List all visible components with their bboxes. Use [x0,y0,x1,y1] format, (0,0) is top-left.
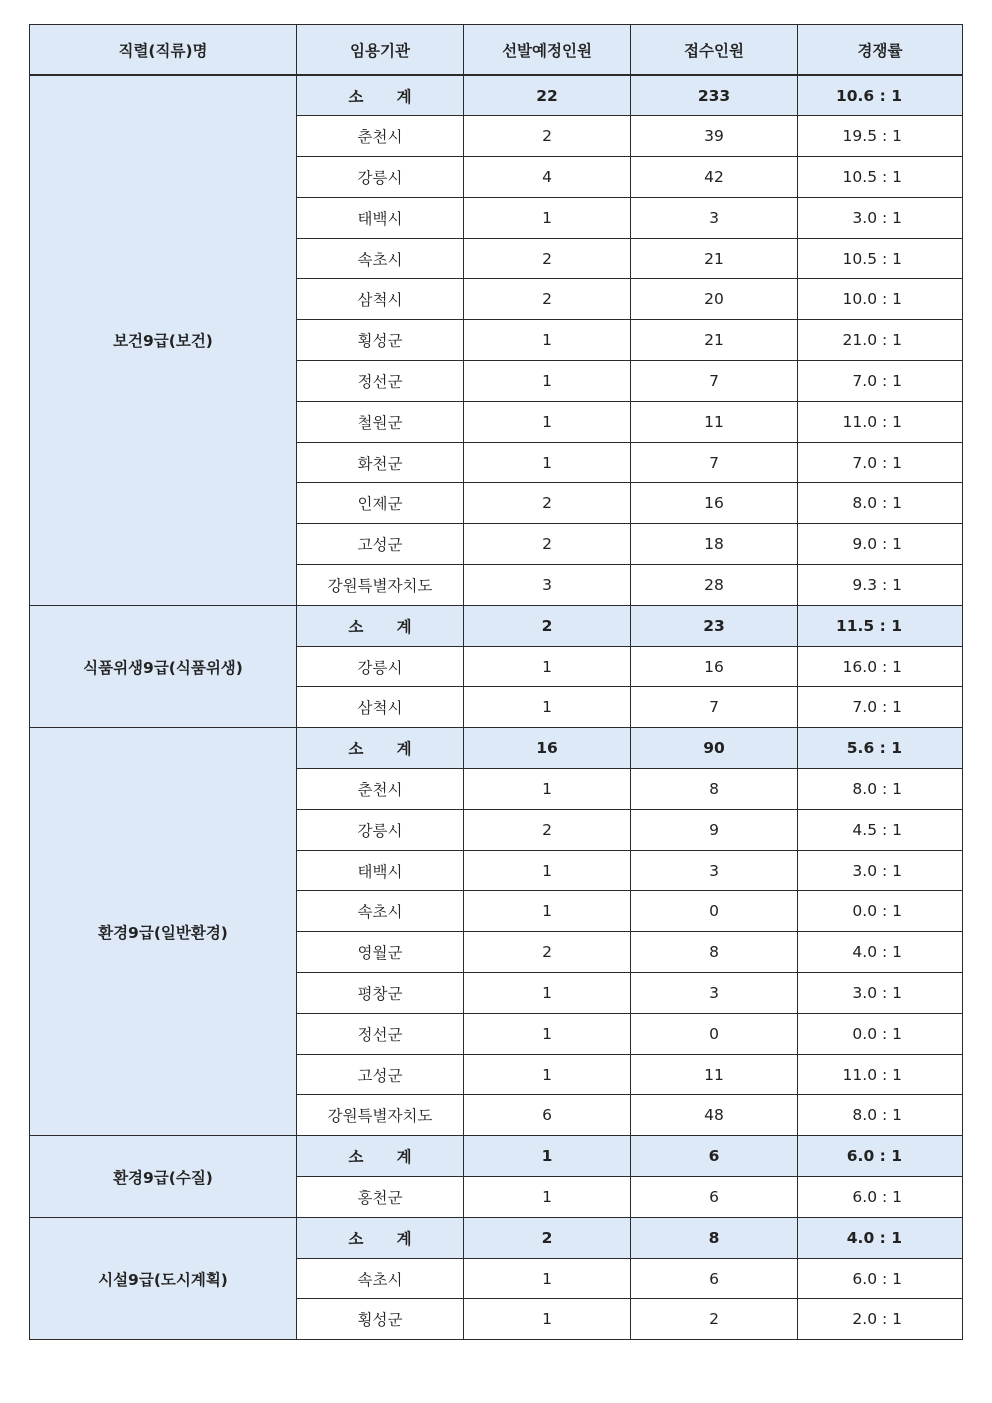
subtotal-applied: 8 [631,1217,798,1258]
ratio-cell: 6.0 : 1 [798,1258,963,1299]
ratio-cell: 8.0 : 1 [798,769,963,810]
ratio-cell: 3.0 : 1 [798,850,963,891]
subtotal-label-text: 소 계 [348,1229,426,1248]
ratio-cell: 7.0 : 1 [798,442,963,483]
ratio-cell: 3.0 : 1 [798,197,963,238]
applied-cell: 2 [631,1299,798,1340]
ratio-cell: 8.0 : 1 [798,1095,963,1136]
group-name: 환경9급(수질) [30,1136,297,1218]
applied-cell: 9 [631,809,798,850]
subtotal-planned: 2 [464,1217,631,1258]
header-planned: 선발예정인원 [464,25,631,76]
ratio-cell: 6.0 : 1 [798,1177,963,1218]
subtotal-ratio: 6.0 : 1 [798,1136,963,1177]
subtotal-planned: 16 [464,728,631,769]
ratio-cell: 11.0 : 1 [798,401,963,442]
subtotal-applied: 23 [631,605,798,646]
planned-cell: 3 [464,565,631,606]
applied-cell: 16 [631,646,798,687]
recruitment-competition-table [29,24,963,1340]
agency-cell: 춘천시 [297,769,464,810]
applied-cell: 7 [631,687,798,728]
planned-cell: 1 [464,891,631,932]
subtotal-applied: 90 [631,728,798,769]
applied-cell: 21 [631,238,798,279]
applied-cell: 7 [631,442,798,483]
applied-cell: 42 [631,157,798,198]
agency-cell: 철원군 [297,401,464,442]
ratio-cell: 0.0 : 1 [798,1013,963,1054]
agency-cell: 삼척시 [297,279,464,320]
planned-cell: 2 [464,483,631,524]
agency-cell: 강릉시 [297,157,464,198]
subtotal-applied: 233 [631,75,798,116]
planned-cell: 1 [464,401,631,442]
subtotal-label-text: 소 계 [348,87,426,106]
planned-cell: 1 [464,197,631,238]
subtotal-ratio: 11.5 : 1 [798,605,963,646]
ratio-cell: 7.0 : 1 [798,687,963,728]
agency-cell: 평창군 [297,973,464,1014]
planned-cell: 2 [464,524,631,565]
ratio-cell: 10.5 : 1 [798,238,963,279]
header-rank: 직렬(직류)명 [30,25,297,76]
subtotal-ratio: 5.6 : 1 [798,728,963,769]
subtotal-planned: 2 [464,605,631,646]
header-ratio: 경쟁률 [798,25,963,76]
planned-cell: 1 [464,769,631,810]
planned-cell: 1 [464,320,631,361]
subtotal-label-text: 소 계 [348,617,426,636]
header-agency: 임용기관 [297,25,464,76]
ratio-cell: 7.0 : 1 [798,361,963,402]
planned-cell: 1 [464,646,631,687]
ratio-cell: 16.0 : 1 [798,646,963,687]
planned-cell: 2 [464,116,631,157]
applied-cell: 16 [631,483,798,524]
planned-cell: 1 [464,1054,631,1095]
agency-cell: 영월군 [297,932,464,973]
subtotal-label [297,1136,464,1177]
subtotal-row [30,1136,963,1177]
agency-cell: 강원특별자치도 [297,565,464,606]
subtotal-planned: 22 [464,75,631,116]
subtotal-planned: 1 [464,1136,631,1177]
ratio-cell: 2.0 : 1 [798,1299,963,1340]
applied-cell: 3 [631,197,798,238]
table-body [30,75,963,1340]
planned-cell: 2 [464,809,631,850]
planned-cell: 1 [464,442,631,483]
subtotal-ratio: 4.0 : 1 [798,1217,963,1258]
header-applied: 접수인원 [631,25,798,76]
subtotal-label-text: 소 계 [348,1148,426,1167]
subtotal-label [297,605,464,646]
ratio-cell: 0.0 : 1 [798,891,963,932]
agency-cell: 횡성군 [297,320,464,361]
agency-cell: 속초시 [297,891,464,932]
ratio-cell: 3.0 : 1 [798,973,963,1014]
ratio-cell: 8.0 : 1 [798,483,963,524]
planned-cell: 2 [464,932,631,973]
planned-cell: 6 [464,1095,631,1136]
planned-cell: 1 [464,1258,631,1299]
agency-cell: 속초시 [297,1258,464,1299]
planned-cell: 4 [464,157,631,198]
planned-cell: 1 [464,361,631,402]
applied-cell: 6 [631,1177,798,1218]
applied-cell: 39 [631,116,798,157]
agency-cell: 인제군 [297,483,464,524]
subtotal-row [30,1217,963,1258]
group-name: 환경9급(일반환경) [30,728,297,1136]
applied-cell: 11 [631,401,798,442]
agency-cell: 정선군 [297,1013,464,1054]
subtotal-label [297,75,464,116]
applied-cell: 0 [631,1013,798,1054]
ratio-cell: 21.0 : 1 [798,320,963,361]
ratio-cell: 11.0 : 1 [798,1054,963,1095]
applied-cell: 8 [631,769,798,810]
agency-cell: 홍천군 [297,1177,464,1218]
applied-cell: 48 [631,1095,798,1136]
subtotal-label [297,1217,464,1258]
header-row [30,25,963,76]
agency-cell: 고성군 [297,524,464,565]
ratio-cell: 9.3 : 1 [798,565,963,606]
applied-cell: 0 [631,891,798,932]
subtotal-label-text: 소 계 [348,740,426,759]
subtotal-applied: 6 [631,1136,798,1177]
agency-cell: 태백시 [297,850,464,891]
planned-cell: 1 [464,1177,631,1218]
group-name: 식품위생9급(식품위생) [30,605,297,727]
table-header [30,25,963,76]
subtotal-ratio: 10.6 : 1 [798,75,963,116]
applied-cell: 7 [631,361,798,402]
subtotal-row [30,75,963,116]
ratio-cell: 10.0 : 1 [798,279,963,320]
ratio-cell: 19.5 : 1 [798,116,963,157]
applied-cell: 3 [631,850,798,891]
planned-cell: 1 [464,973,631,1014]
agency-cell: 고성군 [297,1054,464,1095]
subtotal-row [30,605,963,646]
group-name: 보건9급(보건) [30,75,297,605]
agency-cell: 강원특별자치도 [297,1095,464,1136]
agency-cell: 횡성군 [297,1299,464,1340]
applied-cell: 21 [631,320,798,361]
agency-cell: 태백시 [297,197,464,238]
ratio-cell: 4.0 : 1 [798,932,963,973]
agency-cell: 정선군 [297,361,464,402]
applied-cell: 18 [631,524,798,565]
applied-cell: 28 [631,565,798,606]
planned-cell: 1 [464,1013,631,1054]
applied-cell: 20 [631,279,798,320]
applied-cell: 11 [631,1054,798,1095]
planned-cell: 1 [464,687,631,728]
ratio-cell: 10.5 : 1 [798,157,963,198]
applied-cell: 6 [631,1258,798,1299]
agency-cell: 화천군 [297,442,464,483]
agency-cell: 속초시 [297,238,464,279]
ratio-cell: 4.5 : 1 [798,809,963,850]
agency-cell: 강릉시 [297,809,464,850]
agency-cell: 강릉시 [297,646,464,687]
planned-cell: 1 [464,1299,631,1340]
agency-cell: 춘천시 [297,116,464,157]
agency-cell: 삼척시 [297,687,464,728]
subtotal-label [297,728,464,769]
applied-cell: 8 [631,932,798,973]
applied-cell: 3 [631,973,798,1014]
group-name: 시설9급(도시계획) [30,1217,297,1339]
planned-cell: 2 [464,279,631,320]
subtotal-row [30,728,963,769]
planned-cell: 2 [464,238,631,279]
ratio-cell: 9.0 : 1 [798,524,963,565]
planned-cell: 1 [464,850,631,891]
